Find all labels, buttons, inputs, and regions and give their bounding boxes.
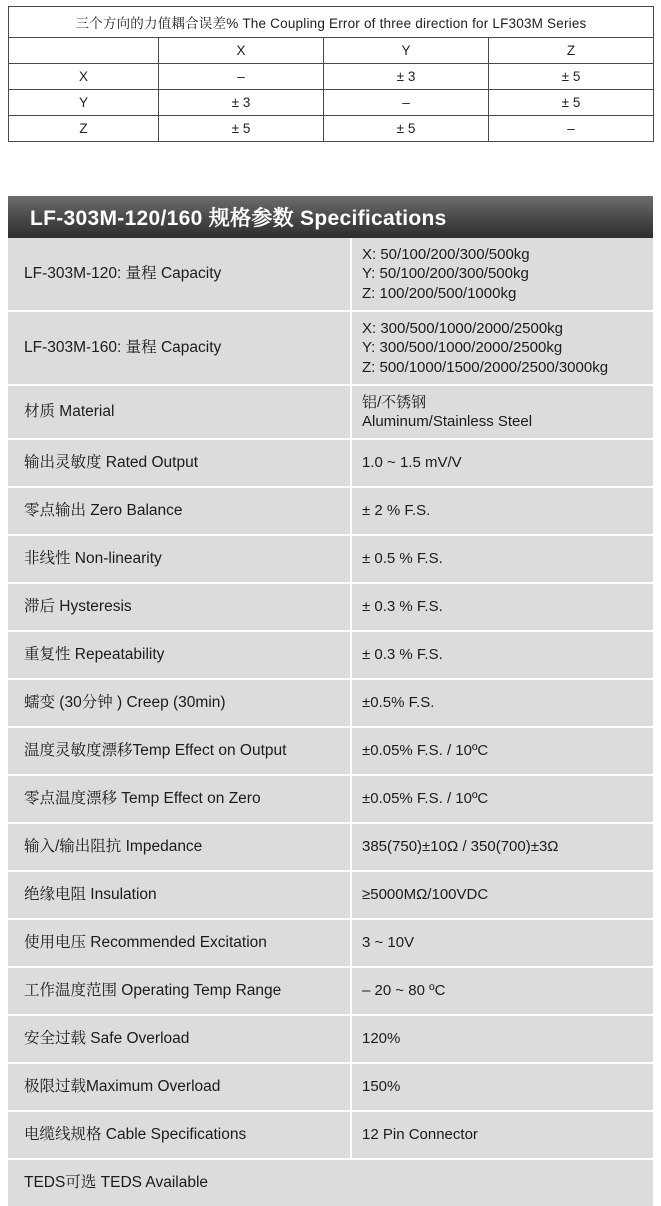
- spec-value: 120%: [362, 1030, 401, 1048]
- spec-label: 极限过载Maximum Overload: [8, 1064, 352, 1110]
- spec-value: 385(750)±10Ω / 350(700)±3Ω: [362, 838, 559, 856]
- spec-row-zero-balance: [8, 486, 653, 534]
- row-header-y: Y: [9, 90, 159, 116]
- spec-label: TEDS可选 TEDS Available: [24, 1174, 209, 1192]
- spec-value: ±0.5% F.S.: [362, 694, 435, 712]
- spec-row-non-linearity: [8, 534, 653, 582]
- cell-x-x: –: [159, 64, 324, 90]
- column-header-y: Y: [324, 38, 489, 64]
- spec-row-teds-available: [8, 1158, 653, 1206]
- spec-label: 零点温度漂移 Temp Effect on Zero: [8, 776, 352, 822]
- spec-value-line: X: 50/100/200/300/500kg: [362, 245, 530, 263]
- spec-value: ±0.05% F.S. / 10ºC: [362, 742, 489, 760]
- spec-value: ±0.05% F.S. / 10ºC: [362, 790, 489, 808]
- spec-row-temp-effect-zero: [8, 774, 653, 822]
- spec-row-capacity-120: [8, 238, 653, 310]
- spec-value: [352, 386, 653, 438]
- cell-x-y: ± 3: [324, 64, 489, 90]
- table-row: [9, 116, 654, 142]
- spec-row-impedance: [8, 822, 653, 870]
- spec-value: [352, 238, 653, 310]
- spec-label: 非线性 Non-linearity: [8, 536, 352, 582]
- table-row: [9, 90, 654, 116]
- spec-row-cable-specifications: [8, 1110, 653, 1158]
- spec-value-line: X: 300/500/1000/2000/2500kg: [362, 319, 564, 337]
- spec-row-insulation: [8, 870, 653, 918]
- spec-value: – 20 ~ 80 ºC: [362, 982, 446, 1000]
- spec-value: 150%: [362, 1078, 401, 1096]
- spec-value: ± 0.3 % F.S.: [362, 598, 443, 616]
- spec-row-material: [8, 384, 653, 438]
- spec-value-line: Aluminum/Stainless Steel: [362, 413, 533, 430]
- spec-label: 绝缘电阻 Insulation: [8, 872, 352, 918]
- spec-label: 材质 Material: [8, 386, 352, 438]
- spec-row-creep: [8, 678, 653, 726]
- spec-value: 1.0 ~ 1.5 mV/V: [362, 454, 462, 472]
- spec-row-maximum-overload: [8, 1062, 653, 1110]
- spec-value: ± 2 % F.S.: [362, 502, 431, 520]
- spec-row-rated-output: [8, 438, 653, 486]
- spec-label: 重复性 Repeatability: [8, 632, 352, 678]
- table-header-row: [9, 38, 654, 64]
- spec-row-repeatability: [8, 630, 653, 678]
- spec-value-line: Z: 100/200/500/1000kg: [362, 284, 517, 302]
- spec-row-safe-overload: [8, 1014, 653, 1062]
- column-header-blank: [9, 38, 159, 64]
- spec-label: LF-303M-120: 量程 Capacity: [8, 238, 352, 310]
- spec-label: 输出灵敏度 Rated Output: [8, 440, 352, 486]
- spec-label: 工作温度范围 Operating Temp Range: [8, 968, 352, 1014]
- spec-label: 电缆线规格 Cable Specifications: [8, 1112, 352, 1158]
- spec-label: 滞后 Hysteresis: [8, 584, 352, 630]
- spec-row-operating-temp-range: [8, 966, 653, 1014]
- specifications-header: [8, 196, 653, 238]
- specifications-title: LF-303M-120/160 规格参数 Specifications: [30, 207, 447, 230]
- cell-z-x: ± 5: [159, 116, 324, 142]
- coupling-error-table: [8, 6, 654, 142]
- spec-label: 蠕变 (30分钟 ) Creep (30min): [8, 680, 352, 726]
- spec-label: 温度灵敏度漂移Temp Effect on Output: [8, 728, 352, 774]
- cell-x-z: ± 5: [489, 64, 654, 90]
- spec-value: [352, 312, 653, 384]
- spec-value: 3 ~ 10V: [362, 934, 415, 952]
- spec-value: ± 0.5 % F.S.: [362, 550, 443, 568]
- spec-value: ± 0.3 % F.S.: [362, 646, 443, 664]
- cell-z-z: –: [489, 116, 654, 142]
- spec-value-line: Y: 50/100/200/300/500kg: [362, 265, 529, 283]
- cell-y-y: –: [324, 90, 489, 116]
- spec-row-capacity-160: [8, 310, 653, 384]
- spec-label: 零点输出 Zero Balance: [8, 488, 352, 534]
- spec-label: 使用电压 Recommended Excitation: [8, 920, 352, 966]
- spec-value-line: Z: 500/1000/1500/2000/2500/3000kg: [362, 358, 609, 376]
- column-header-z: Z: [489, 38, 654, 64]
- spec-label: 输入/输出阻抗 Impedance: [8, 824, 352, 870]
- spec-row-hysteresis: [8, 582, 653, 630]
- spec-row-temp-effect-output: [8, 726, 653, 774]
- row-header-x: X: [9, 64, 159, 90]
- row-header-z: Z: [9, 116, 159, 142]
- spec-label: 安全过载 Safe Overload: [8, 1016, 352, 1062]
- spec-value: 12 Pin Connector: [362, 1126, 478, 1144]
- spec-value-line: 铝/不锈钢: [362, 393, 427, 411]
- spec-value: ≥5000MΩ/100VDC: [362, 886, 489, 904]
- spec-label: LF-303M-160: 量程 Capacity: [8, 312, 352, 384]
- table-title-row: [9, 7, 654, 38]
- coupling-table-title: 三个方向的力值耦合误差% The Coupling Error of three direction for LF303M Series: [9, 7, 654, 38]
- spec-row-excitation: [8, 918, 653, 966]
- cell-y-x: ± 3: [159, 90, 324, 116]
- column-header-x: X: [159, 38, 324, 64]
- spec-value-line: Y: 300/500/1000/2000/2500kg: [362, 339, 563, 357]
- cell-z-y: ± 5: [324, 116, 489, 142]
- specifications-rows: [8, 238, 653, 1206]
- cell-y-z: ± 5: [489, 90, 654, 116]
- coupling-error-section: [0, 0, 661, 142]
- specifications-section: [8, 196, 653, 1206]
- table-row: [9, 64, 654, 90]
